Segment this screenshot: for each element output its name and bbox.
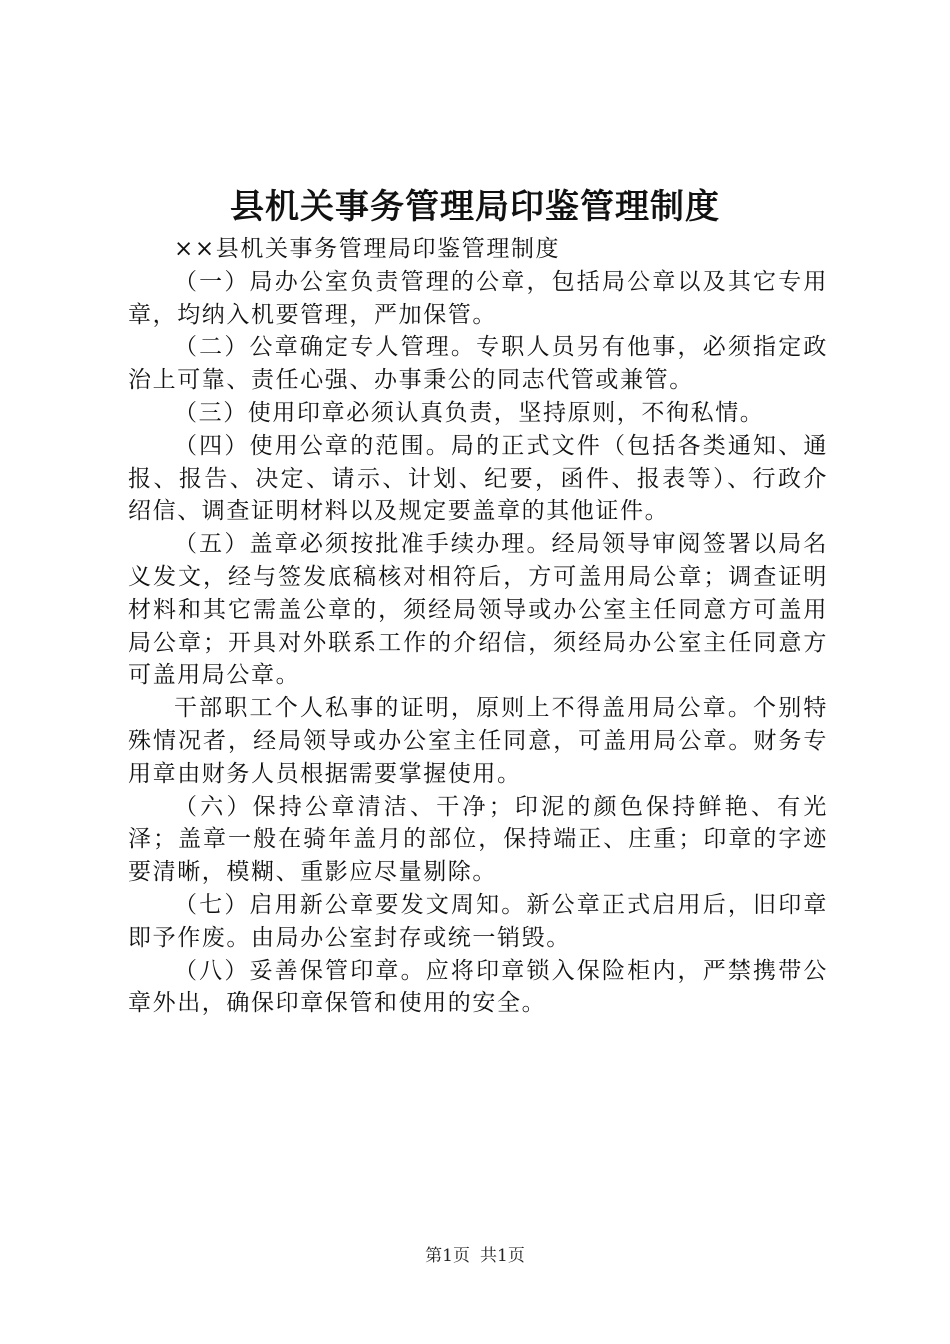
paragraph-item-8: （八）妥善保管印章。应将印章锁入保险柜内，严禁携带公章外出，确保印章保管和使用的安全。 bbox=[128, 957, 828, 1017]
paragraph-item-2: （二）公章确定专人管理。专职人员另有他事，必须指定政治上可靠、责任心强、办事秉公的同志代管或兼管。 bbox=[128, 334, 828, 394]
paragraph-item-7: （七）启用新公章要发文周知。新公章正式启用后，旧印章即予作废。由局办公室封存或统一销毁。 bbox=[128, 891, 828, 951]
document-title: 县机关事务管理局印鉴管理制度 bbox=[230, 187, 720, 227]
paragraph-item-6: （六）保持公章清洁、干净；印泥的颜色保持鲜艳、有光泽；盖章一般在骑年盖月的部位，保持端正、庄重；印章的字迹要清晰，模糊、重影应尽量剔除。 bbox=[128, 793, 828, 886]
paragraph-item-5-note: 干部职工个人私事的证明，原则上不得盖用局公章。个别特殊情况者，经局领导或办公室主任同意，可盖用局公章。财务专用章由财务人员根据需要掌握使用。 bbox=[128, 695, 828, 787]
paragraph-item-1: （一）局办公室负责管理的公章，包括局公章以及其它专用章，均纳入机要管理，严加保管。 bbox=[128, 268, 828, 328]
page-footer bbox=[0, 1244, 950, 1268]
page-number-total: 共1页 bbox=[480, 1246, 525, 1266]
paragraph-subtitle: ××县机关事务管理局印鉴管理制度 bbox=[174, 236, 561, 262]
page-number-current: 第1页 bbox=[425, 1246, 470, 1266]
paragraph-item-3: （三）使用印章必须认真负责，坚持原则，不徇私情。 bbox=[174, 399, 765, 426]
paragraph-item-4: （四）使用公章的范围。局的正式文件（包括各类通知、通报、报告、决定、请示、计划、纪要，函件、报表等）、行政介绍信、调查证明材料以及规定要盖章的其他证件。 bbox=[128, 432, 828, 525]
paragraph-item-5: （五）盖章必须按批准手续办理。经局领导审阅签署以局名义发文，经与签发底稿核对相符后，方可盖用局公章；调查证明材料和其它需盖公章的，须经局领导或办公室主任同意方可盖用局公章；开具对外联系工作的介绍信，须经局办公室主任同意方可盖用局公章。 bbox=[128, 531, 828, 689]
document-body bbox=[128, 233, 828, 1020]
